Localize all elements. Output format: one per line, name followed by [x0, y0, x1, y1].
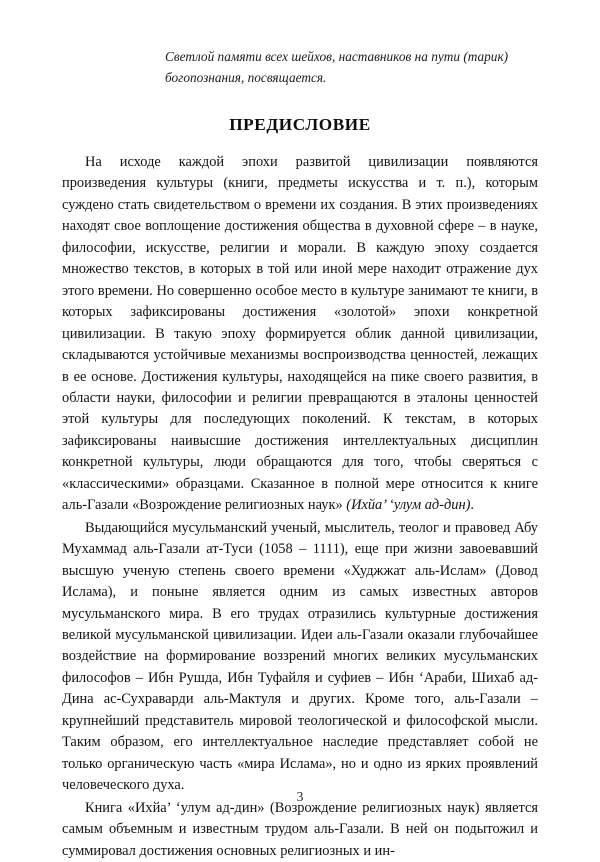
page-title: ПРЕДИСЛОВИЕ [229, 115, 371, 134]
page-content [62, 0, 538, 862]
paragraph-1-text-tail: . [470, 497, 475, 514]
body-text [62, 152, 538, 862]
paragraph-1 [62, 152, 538, 517]
paragraph-2: Выдающийся мусульманский ученый, мыслитель, теолог и правовед Абу Мухаммад аль-Газали ат-Туси (1058 – 1111), еще при жизни завоевавший высшую ученую степень своего времени «Худжжат аль-Ислам» (Довод Ислама), и поныне является одним из самых известных авторов мусульманского мира. В его трудах отразились культурные достижения великой мусульманской цивилизации. Идеи аль-Газали оказали глубочайшее воздействие на формирование воззрений многих великих мусульманских философов – Ибн Рушда, Ибн Туфайля и суфиев – Ибн ‘Араби, Шихаб ад-Дина ас-Сухраварди аль-Мактуля и других. Кроме того, аль-Газали – крупнейший представитель мировой теологической и философской мысли. Таким образом, его интеллектуальное наследие представляет собой не только органическую часть «мира Ислама», но и одно из ярких проявлений человеческого духа. [62, 519, 538, 794]
paragraph-1-italic-title: (Ихйа’ ‘улум ад-дин) [346, 497, 471, 514]
epigraph-dedication: Светлой памяти всех шейхов, наставников на пути (тарик) богопознания, посвящается. [165, 49, 509, 85]
paragraph-1-text-main: На исходе каждой эпохи развитой цивилизации появляются произведения культуры (книги, предметы искусства и т. п.), которым суждено стать свидетельством о времени их создания. В этих произведениях находят свое воплощение достижения общества в духовной сфере – в науке, философии, искусстве, религии и морали. В каждую эпоху создается множество текстов, в которых в той или иной мере находит отражение дух этого времени. Но совершенно особое место в культуре занимают те книги, в которых зафиксированы достижения «золотой» эпохи конкретной цивилизации. В такую эпоху формируется облик данной цивилизации, складываются устойчивые механизмы воспроизводства ценностей, лежащих в ее основе. Достижения культуры, находящейся на пике своего развития, в области науки, философии и религии превращаются в эталоны ценностей этой культуры для последующих поколений. К текстам, в которых зафиксированы наивысшие достижения интеллектуальных дисциплин конкретной культуры, люди обращаются для того, чтобы сверяться с «классическими» образцами. Сказанное в полной мере относится к книге аль-Газали «Возрождение религиозных наук» [62, 154, 538, 514]
page-number: 3 [296, 789, 304, 804]
paragraph-3: Книга «Ихйа’ ‘улум ад-дин» (Возрождение религиозных наук) является самым объемным и известным трудом аль-Газали. В ней он подытожил и суммировал достижения основных религиозных и ин- [62, 799, 538, 859]
